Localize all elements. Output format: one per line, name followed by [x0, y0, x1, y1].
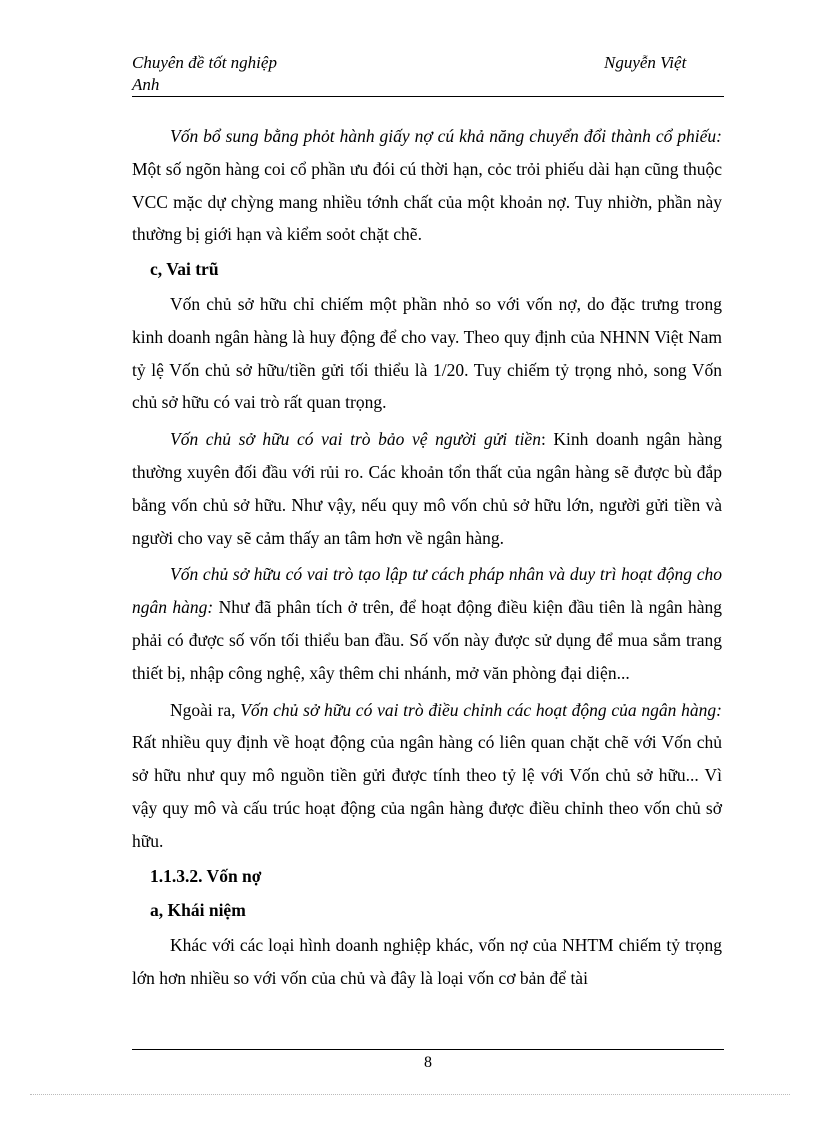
paragraph-4 — [132, 558, 722, 689]
page-bottom-boundary — [30, 1094, 790, 1095]
paragraph-4-text: Như đã phân tích ở trên, để hoạt động điều kiện đầu tiên là ngân hàng phải có được số vốn tối thiểu ban đầu. Số vốn này được sử dụng để mua sắm trang thiết bị, nhập công nghệ, xây thêm chi nhánh, mở văn phòng đại diện... — [132, 597, 722, 683]
section-heading-vai-tro: c, Vai trũ — [150, 259, 219, 280]
paragraph-5-italic: Vốn chủ sở hữu có vai trò điều chỉnh các hoạt động của ngân hàng: — [240, 699, 722, 720]
section-heading-von-no: 1.1.3.2. Vốn nợ — [150, 865, 262, 886]
paragraph-1 — [132, 120, 722, 251]
paragraph-4-italic: Vốn chủ sở hữu có vai trò tạo lập tư cách pháp nhân và duy trì hoạt động cho ngân hàng: — [132, 564, 722, 618]
header-rule — [132, 96, 724, 97]
paragraph-1-italic: Vốn bổ sung bằng phỏt hành giấy nợ cú khả năng chuyển đổi thành cổ phiếu: — [170, 126, 722, 146]
paragraph-6: Khác với các loại hình doanh nghiệp khác, vốn nợ của NHTM chiếm tỷ trọng lớn hơn nhiều so với vốn của chủ và đây là loại vốn cơ bản để tài — [132, 935, 722, 988]
paragraph-5-prefix: Ngoài ra, — [170, 699, 241, 720]
paragraph-5-text: Rất nhiều quy định về hoạt động của ngân hàng có liên quan chặt chẽ với Vốn chủ sở hữu như quy mô nguồn tiền gửi được tính theo tỷ lệ với Vốn chủ sở hữu... Vì vậy quy mô và cấu trúc hoạt động của ngân hàng được điều chỉnh theo vốn chủ sở hữu. — [132, 732, 722, 851]
section-heading-khai-niem: a, Khái niệm — [150, 900, 246, 921]
footer-rule — [132, 1049, 724, 1050]
paragraph-3-text: : Kinh doanh ngân hàng thường xuyên đối đầu với rủi ro. Các khoản tổn thất của ngân hàng sẽ được bù đắp bằng vốn chủ sở hữu. Như vậy, nếu quy mô vốn chủ sở hữu lớn, người gửi tiền và người cho vay sẽ cảm thấy an tâm hơn về ngân hàng. — [132, 429, 722, 548]
paragraph-2: Vốn chủ sở hữu chỉ chiếm một phần nhỏ so với vốn nợ, do đặc trưng trong kinh doanh ngân hàng là huy động để cho vay. Theo quy định của NHNN Việt Nam tỷ lệ Vốn chủ sở hữu/tiền gửi tối thiểu là 1/20. Tuy chiếm tỷ trọng nhỏ, song Vốn chủ sở hữu có vai trò rất quan trọng. — [132, 293, 722, 413]
page-number: 8 — [424, 1054, 432, 1071]
header-author-continued: Anh — [132, 75, 160, 94]
paragraph-1-text: Một số ngõn hàng coi cổ phần ưu đói cú thời hạn, cỏc trỏi phiếu dài hạn cũng thuộc VCC mặc dự chỳng mang nhiều tớnh chất của một khoản nợ. Tuy nhiờn, phần này thường bị giới hạn và kiểm soỏt chặt chẽ. — [132, 158, 722, 245]
header-title: Chuyên đề tốt nghiệp — [132, 53, 277, 72]
document-body — [132, 120, 722, 995]
paragraph-5 — [132, 694, 722, 858]
paragraph-3 — [132, 423, 722, 554]
paragraph-3-italic: Vốn chủ sở hữu có vai trò bảo vệ người gửi tiền — [170, 429, 541, 450]
header-author: Nguyễn Việt — [604, 53, 687, 72]
